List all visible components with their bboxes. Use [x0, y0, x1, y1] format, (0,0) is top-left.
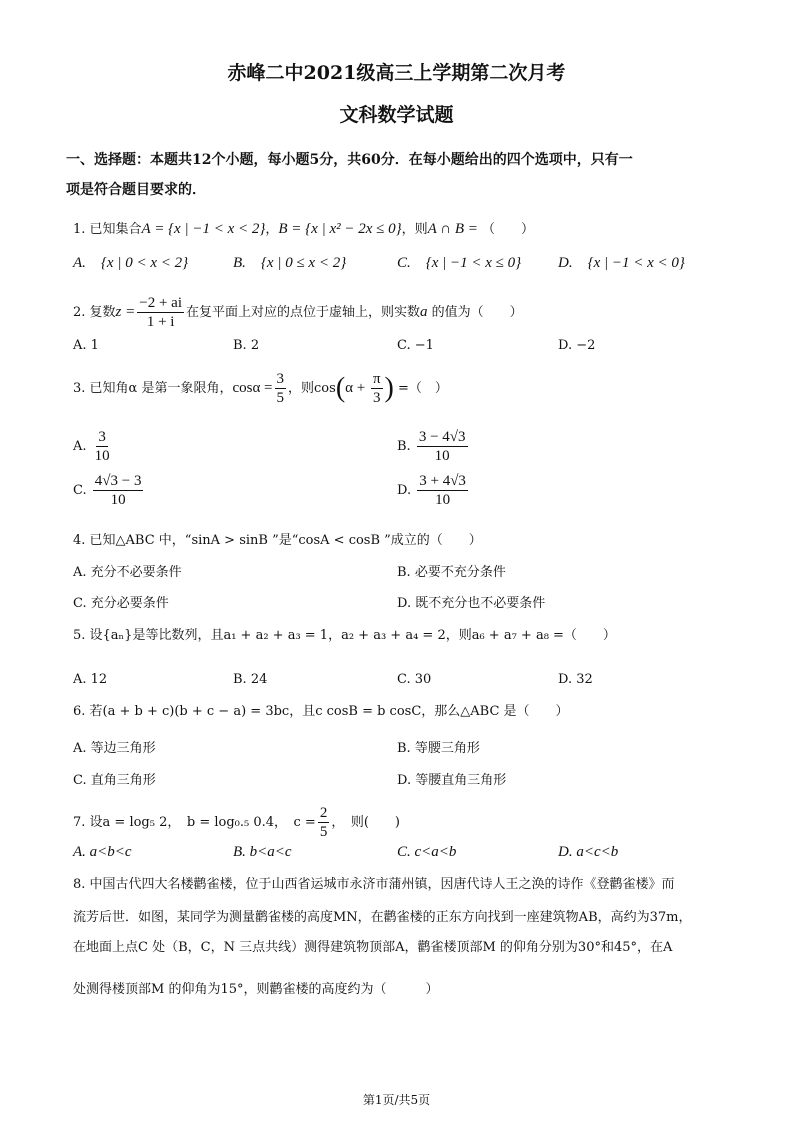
- q6-option-b[interactable]: B. 等腰三角形: [397, 741, 480, 756]
- question-4: 4. 已知△ABC 中，“sinA > sinB ”是“cosA < cosB ”成立的（ ）: [73, 533, 482, 548]
- q2-option-c[interactable]: C. −1: [397, 338, 434, 353]
- label: A.: [73, 439, 87, 454]
- q2-option-d[interactable]: D. −2: [558, 338, 596, 353]
- numerator: 3 + 4√3: [419, 473, 466, 489]
- q4-option-d[interactable]: D. 既不充分也不必要条件: [397, 596, 546, 611]
- denominator: 1 + i: [146, 314, 175, 330]
- q6-option-d[interactable]: D. 等腰直角三角形: [397, 773, 507, 788]
- fraction: [417, 472, 468, 509]
- denominator: 10: [110, 492, 126, 508]
- q4-option-b[interactable]: B. 必要不充分条件: [397, 565, 506, 580]
- q1-option-c[interactable]: C. {x | −1 < x ≤ 0}: [397, 255, 522, 271]
- section-header: 一、选择题：本题共12个小题，每小题5分，共60分．在每小题给出的四个选项中，只有一: [66, 152, 633, 168]
- q4-option-a[interactable]: A. 充分不必要条件: [73, 565, 182, 580]
- q4-option-c[interactable]: C. 充分必要条件: [73, 596, 169, 611]
- q5-option-b[interactable]: B. 24: [233, 672, 268, 687]
- question-1: [73, 220, 534, 239]
- q2-prefix: 2. 复数: [73, 305, 116, 320]
- q3-option-a[interactable]: [73, 428, 114, 465]
- question-7: [73, 804, 400, 841]
- q6-option-a[interactable]: A. 等边三角形: [73, 741, 156, 756]
- set-b: B = {x | x² − 2x ≤ 0}: [278, 221, 402, 237]
- q7-option-b[interactable]: B. b<a<c: [233, 844, 292, 860]
- pi-over-3: [371, 370, 383, 407]
- numerator: 4√3 − 3: [94, 473, 142, 489]
- q1-prefix: 1. 已知集合: [73, 222, 142, 237]
- exam-title: 赤峰二中2021级高三上学期第二次月考: [227, 62, 566, 84]
- question-8-line-1: 8. 中国古代四大名楼鹳雀楼，位于山西省运城市永济市蒲州镇，因唐代诗人王之涣的诗作《登鹳雀楼》而: [73, 877, 675, 892]
- var-a: a: [420, 304, 428, 320]
- answer-blank: =（ ）: [398, 381, 448, 396]
- q3-prefix: 3. 已知角α 是第一象限角，: [73, 381, 233, 396]
- three: 3: [373, 390, 381, 406]
- q7-option-d[interactable]: D. a<c<b: [558, 844, 619, 860]
- q2-option-a[interactable]: A. 1: [73, 338, 99, 353]
- answer-blank: ， 则( ): [331, 815, 400, 830]
- answer-blank: （ ）: [482, 222, 535, 237]
- question-2: [73, 294, 523, 331]
- label: C.: [73, 483, 87, 498]
- numerator: 3 − 4√3: [418, 429, 466, 445]
- section-header-cont: 项是符合题目要求的．: [66, 182, 206, 198]
- z: z =: [115, 304, 136, 320]
- question-8-line-3: 在地面上点C 处（B，C，N 三点共线）测得建筑物顶部A，鹳雀楼顶部M 的仰角分别为30°和45°，在A: [73, 940, 673, 955]
- numerator: 2: [319, 805, 328, 821]
- question-5: 5. 设{aₙ}是等比数列，且a₁ + a₂ + a₃ = 1，a₂ + a₃ + a₄ = 2，则a₆ + a₇ + a₈ =（ ）: [73, 628, 616, 643]
- exam-subtitle: 文科数学试题: [339, 104, 454, 126]
- numerator: 3: [276, 371, 285, 387]
- fraction: [93, 428, 112, 465]
- question-3: [73, 370, 448, 407]
- set-a: A = {x | −1 < x < 2}: [141, 221, 266, 237]
- denominator: 5: [276, 390, 285, 406]
- q6-option-c[interactable]: C. 直角三角形: [73, 773, 156, 788]
- q2-text: 在复平面上对应的点位于虚轴上，则实数: [186, 305, 421, 320]
- cos-alpha: cosα =: [232, 380, 273, 396]
- alpha-plus: α +: [345, 380, 369, 396]
- fraction: [93, 472, 144, 509]
- q2-fraction: [137, 294, 184, 331]
- q7-prefix: 7. 设a = log₅ 2， b = log₀.₅ 0.4， c =: [73, 815, 316, 830]
- label: D.: [397, 483, 412, 498]
- q1-option-d[interactable]: D. {x | −1 < x < 0}: [558, 255, 685, 271]
- q3-option-c[interactable]: [73, 472, 145, 509]
- then: ，则: [401, 222, 428, 237]
- sep: ，: [265, 222, 279, 237]
- denominator: 10: [94, 448, 110, 464]
- q2-text2: 的值为（ ）: [431, 305, 523, 320]
- q3-option-d[interactable]: [397, 472, 470, 509]
- fraction: [417, 428, 468, 465]
- q5-option-a[interactable]: A. 12: [73, 672, 108, 687]
- q7-fraction: [318, 804, 330, 841]
- numerator: −2 + ai: [139, 295, 183, 311]
- q2-option-b[interactable]: B. 2: [233, 338, 260, 353]
- q7-option-a[interactable]: A. a<b<c: [73, 844, 132, 860]
- question-6: 6. 若(a + b + c)(b + c − a) = 3bc，且c cosB = b cosC，那么△ABC 是（ ）: [73, 704, 569, 719]
- q5-option-c[interactable]: C. 30: [397, 672, 432, 687]
- paren-open: (: [335, 372, 346, 404]
- question-8-line-4: 处测得楼顶部M 的仰角为15°，则鹳雀楼的高度约为（ ）: [73, 982, 439, 997]
- denominator: 5: [319, 824, 328, 840]
- question-8-line-2: 流芳后世．如图，某同学为测量鹳雀楼的高度MN，在鹳雀楼的正东方向找到一座建筑物AB，高约为37m，: [73, 910, 692, 925]
- q3-fraction: [275, 370, 287, 407]
- pi: π: [372, 371, 381, 387]
- q3-then: ，则cos: [288, 381, 336, 396]
- label: B.: [397, 439, 411, 454]
- q7-option-c[interactable]: C. c<a<b: [397, 844, 457, 860]
- page-footer: 第1页/共5页: [362, 1093, 431, 1107]
- numerator: 3: [98, 429, 106, 445]
- q3-option-b[interactable]: [397, 428, 470, 465]
- paren-close: ): [384, 372, 394, 404]
- q1-option-b[interactable]: B. {x | 0 ≤ x < 2}: [233, 255, 347, 271]
- denominator: 10: [434, 448, 450, 464]
- intersection: A ∩ B =: [427, 221, 478, 237]
- q1-option-a[interactable]: A. {x | 0 < x < 2}: [73, 255, 189, 271]
- q5-option-d[interactable]: D. 32: [558, 672, 593, 687]
- denominator: 10: [435, 492, 451, 508]
